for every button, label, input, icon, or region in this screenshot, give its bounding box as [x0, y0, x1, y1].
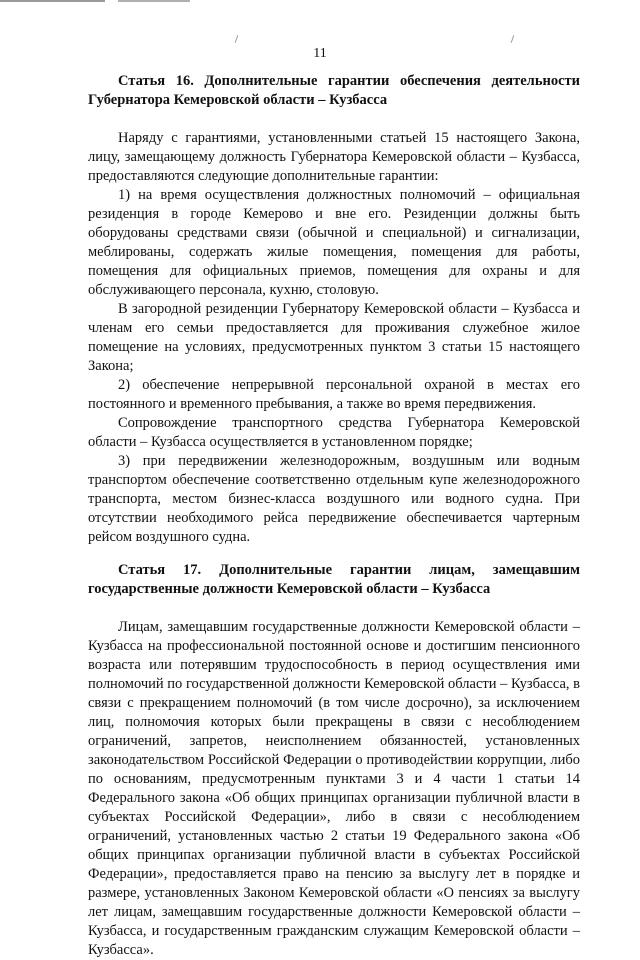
article-16-paragraph: 1) на время осуществления должностных полномочий – официальная резиденция в городе Кемерово и вне его. Резиденции должны быть оборудованы средствами связи (обычной и специальной) и сигнализации, меблированы, содержать жилые помещения, помещения для работы, помещения для официальных приемов, помещения для охраны и для обслуживающего персонала, кухню, столовую. — [88, 187, 580, 298]
document-body — [88, 72, 580, 960]
article-17-paragraph: Лицам, замещавшим государственные должности Кемеровской области – Кузбасса на профессиональной постоянной основе и достигшим пенсионного возраста или потерявшим трудоспособность в период осуществления ими полномочий по государственной должности Кемеровской области – Кузбасса, в связи с прекращением полномочий (в том числе досрочно), за исключением лиц, полномочия которых были прекращены в связи с несоблюдением ограничений, запретов, неисполнением обязанностей, установленных законодательством Российской Федерации о противодействии коррупции, либо по основаниям, предусмотренным пунктами 3 и 4 части 1 статьи 14 Федерального закона «Об общих принципах организации публичной власти в субъектах Российской Федерации», либо в связи с несоблюдением ограничений, установленных частью 2 статьи 19 Федерального закона «Об общих принципах организации публичной власти в субъектах Российской Федерации», предоставляется право на пенсию за выслугу лет в порядке и размере, установленных Законом Кемеровской области «О пенсиях за выслугу лет лицам, замещавшим государственные должности Кемеровской области – Кузбасса, и государственным гражданским служащим Кемеровской области – Кузбасса». — [88, 619, 580, 958]
scan-mark — [118, 0, 190, 2]
article-16-paragraph: Наряду с гарантиями, установленными статьей 15 настоящего Закона, лицу, замещающему должность Губернатора Кемеровской области – Кузбасса, предоставляются следующие дополнительные гарантии: — [88, 130, 580, 184]
article-17-heading: Статья 17. Дополнительные гарантии лицам, замещавшим государственные должности Кемеровской области – Кузбасса — [88, 562, 580, 597]
article-16-heading: Статья 16. Дополнительные гарантии обеспечения деятельности Губернатора Кемеровской области – Кузбасса — [88, 73, 580, 108]
article-16-paragraph: 3) при передвижении железнодорожным, воздушным или водным транспортом обеспечение соответственно отдельным купе железнодорожного транспорта, местом бизнес-класса воздушного или водного судна. При отсутствии необходимого рейса передвижение обеспечивается чартерным рейсом воздушного судна. — [88, 453, 580, 545]
article-16-paragraph: Сопровождение транспортного средства Губернатора Кемеровской области – Кузбасса осуществляется в установленном порядке; — [88, 415, 580, 450]
page-number: 11 — [313, 46, 327, 61]
scan-tick — [235, 35, 239, 43]
article-16-paragraph: 2) обеспечение непрерывной персональной охраной в местах его постоянного и временного пребывания, а также во время передвижения. — [88, 377, 580, 412]
scan-tick — [511, 35, 515, 43]
article-16-paragraph: В загородной резиденции Губернатору Кемеровской области – Кузбасса и членам его семьи предоставляется для проживания служебное жилое помещение на условиях, предусмотренных пунктом 3 статьи 15 настоящего Закона; — [88, 301, 580, 374]
scan-mark — [0, 0, 105, 2]
